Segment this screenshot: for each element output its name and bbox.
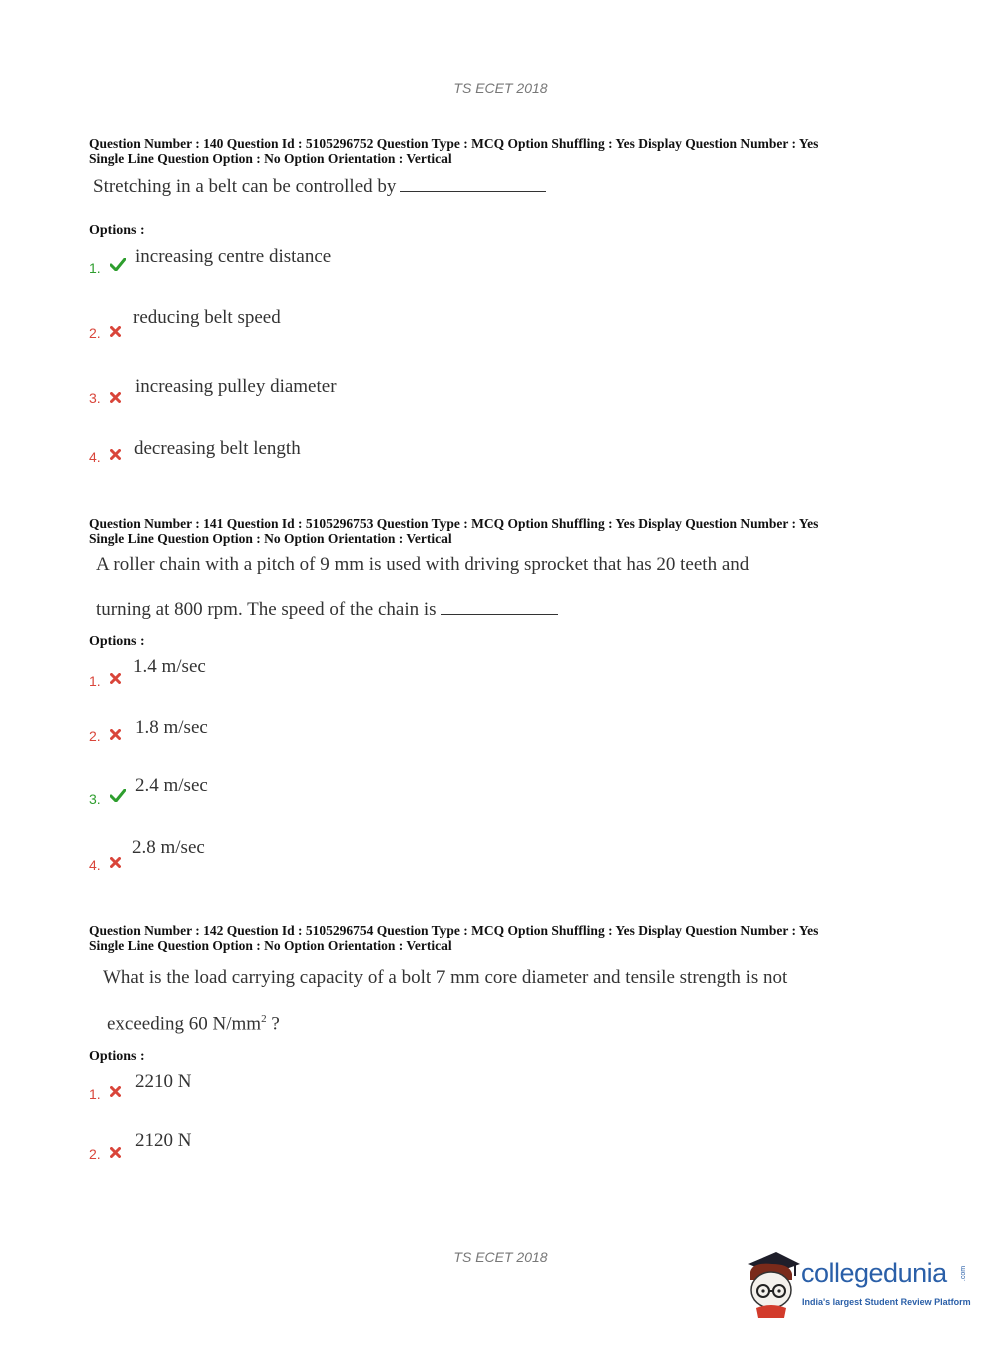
cross-icon: [110, 390, 121, 408]
option-number: 2.: [89, 728, 101, 744]
question-140-text: [93, 176, 546, 198]
meta-line-2: Single Line Question Option : No Option Orientation : Vertical: [89, 530, 452, 546]
question-text-line: Stretching in a belt can be controlled by: [93, 176, 397, 197]
brand-name: collegedunia: [801, 1258, 947, 1288]
check-icon: [110, 258, 126, 276]
cross-icon: [110, 1084, 121, 1102]
option-number: 3.: [89, 791, 101, 807]
answer-blank: [441, 599, 558, 615]
cross-icon: [110, 324, 121, 342]
options-label: Options :: [89, 634, 145, 649]
page-footer-title: TS ECET 2018: [453, 1249, 548, 1265]
option-number: 2.: [89, 1146, 101, 1162]
question-mark: ?: [266, 1013, 280, 1035]
option-number: 4.: [89, 857, 101, 873]
option-number: 2.: [89, 325, 101, 341]
option-text: decreasing belt length: [134, 438, 301, 459]
option-number: 1.: [89, 1086, 101, 1102]
option-number: 1.: [89, 260, 101, 276]
question-text-line: turning at 800 rpm. The speed of the chain is: [96, 599, 437, 620]
question-140-meta: [89, 137, 909, 166]
option-number: 3.: [89, 390, 101, 406]
cross-icon: [110, 447, 121, 465]
question-142-text-line-2: [107, 1013, 280, 1035]
cross-icon: [110, 727, 121, 745]
options-label: Options :: [89, 223, 145, 238]
meta-line-1: Question Number : 141 Question Id : 5105296753 Question Type : MCQ Option Shuffling : Yes Display Question Number : Yes: [89, 516, 819, 531]
brand-tagline: India's largest Student Review Platform: [802, 1297, 971, 1307]
option-text: increasing centre distance: [135, 246, 332, 267]
meta-line-1: Question Number : 140 Question Id : 5105296752 Question Type : MCQ Option Shuffling : Yes Display Question Number : Yes: [89, 136, 819, 151]
option-text: reducing belt speed: [133, 307, 281, 328]
option-text: 2120 N: [135, 1130, 192, 1151]
option-text: 2210 N: [135, 1071, 192, 1092]
check-icon: [110, 789, 126, 807]
option-number: 4.: [89, 449, 101, 465]
options-label: Options :: [89, 1049, 145, 1064]
page-header-title: TS ECET 2018: [453, 80, 548, 96]
cross-icon: [110, 671, 121, 689]
collegedunia-logo[interactable]: [740, 1250, 970, 1320]
answer-blank: [400, 176, 546, 192]
cross-icon: [110, 1145, 121, 1163]
cross-icon: [110, 855, 121, 873]
option-text: 1.4 m/sec: [133, 656, 206, 677]
question-141-text-line-1: A roller chain with a pitch of 9 mm is used with driving sprocket that has 20 teeth and: [96, 554, 750, 575]
option-text: 1.8 m/sec: [135, 717, 208, 738]
meta-line-2: Single Line Question Option : No Option Orientation : Vertical: [89, 937, 452, 953]
question-142-meta: [89, 924, 909, 953]
question-141-text-line-2: [96, 599, 558, 621]
option-number: 1.: [89, 673, 101, 689]
meta-line-2: Single Line Question Option : No Option Orientation : Vertical: [89, 150, 452, 166]
option-text: 2.4 m/sec: [135, 775, 208, 796]
brand-domain: .com: [960, 1265, 968, 1282]
superscript: 2: [261, 1013, 267, 1025]
mascot-icon: [742, 1250, 802, 1323]
question-141-meta: [89, 517, 909, 546]
option-text: increasing pulley diameter: [135, 376, 337, 397]
option-text: 2.8 m/sec: [132, 837, 205, 858]
question-142-text-line-1: What is the load carrying capacity of a bolt 7 mm core diameter and tensile strength is not: [103, 967, 788, 988]
meta-line-1: Question Number : 142 Question Id : 5105296754 Question Type : MCQ Option Shuffling : Yes Display Question Number : Yes: [89, 923, 819, 938]
question-text-line: exceeding 60 N/mm: [107, 1013, 262, 1035]
